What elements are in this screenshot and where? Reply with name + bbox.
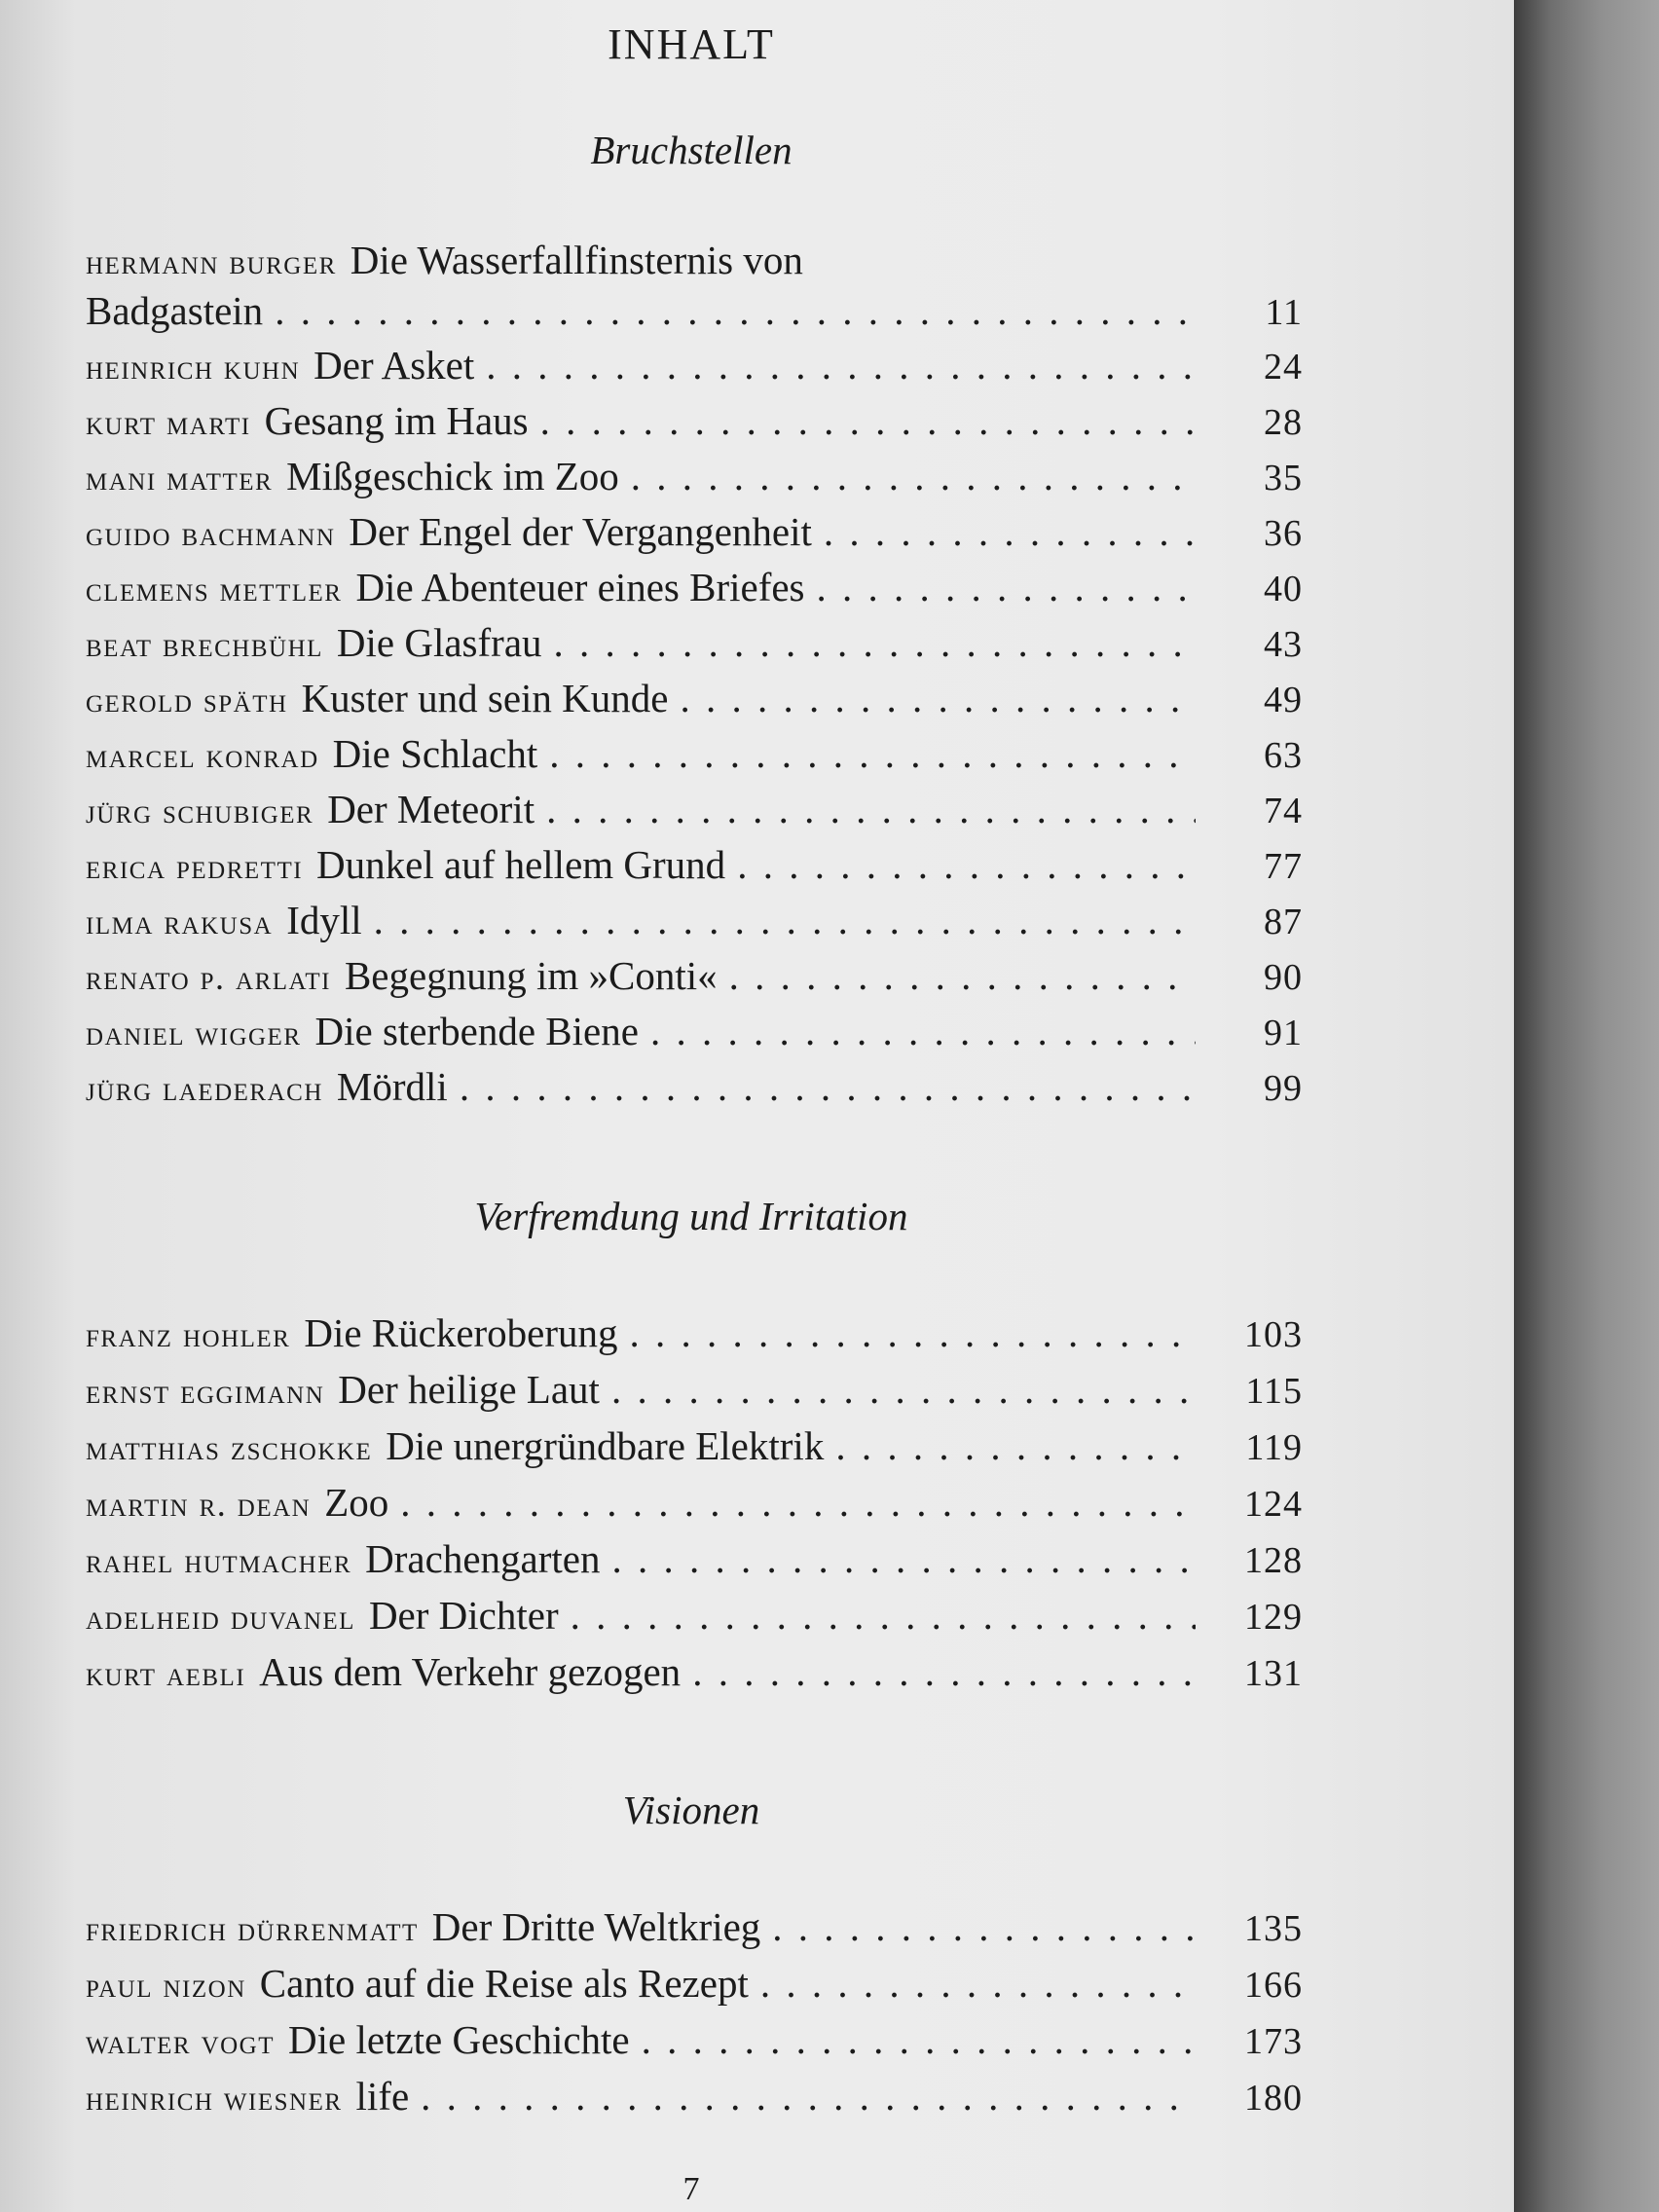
dot-leader [571,1592,1196,1639]
toc-page-number: 119 [1245,1427,1303,1468]
page-title: INHALT [608,20,775,68]
toc-title: Der Dritte Weltkrieg [431,1904,761,1949]
toc-page-number: 115 [1245,1371,1303,1412]
toc-author: heinrich wiesner [86,2079,343,2118]
dot-leader [630,1309,1196,1356]
toc-title: Aus dem Verkehr gezogen [259,1649,682,1694]
toc-page-number: 63 [1264,735,1303,776]
toc-author: kurt marti [86,403,251,442]
section-title-bruchstellen: Bruchstellen [590,128,793,172]
toc-title: Die letzte Geschichte [288,2017,630,2062]
toc-entry [86,619,1303,670]
dot-leader [549,730,1196,777]
toc-author: clemens mettler [86,570,343,608]
toc-author: kurt aebli [86,1654,246,1693]
toc-entry [86,841,1303,892]
toc-page-number: 28 [1264,402,1303,443]
toc-author: marcel konrad [86,736,319,775]
dot-leader [681,675,1197,721]
toc-title: Die Abenteuer eines Briefes [355,565,805,609]
toc-entry [86,1648,1303,1699]
toc-title-continued: Badgastein [86,288,264,333]
toc-author: rahel hutmacher [86,1541,352,1580]
toc-entry [86,453,1303,503]
toc-entry [86,952,1303,1003]
toc-title: Die Rückeroberung [304,1310,618,1355]
book-gutter-shadow [1514,0,1659,2212]
toc-page-number: 166 [1244,1965,1303,2006]
toc-page-number: 87 [1264,902,1303,942]
toc-author: jürg schubiger [86,792,314,830]
toc-entry [86,342,1303,392]
dot-leader [486,342,1196,388]
toc-author: martin r. dean [86,1485,312,1524]
toc-entry [86,675,1303,725]
toc-page-number: 74 [1264,791,1303,831]
toc-page-number: 49 [1264,680,1303,720]
toc-page-number: 43 [1264,624,1303,665]
dot-leader [835,1422,1196,1469]
toc-entry [86,1309,1303,1360]
dot-leader [631,453,1196,499]
toc-entry [86,1063,1303,1114]
section-title-visionen: Visionen [622,1788,760,1832]
toc-page-number: 90 [1264,957,1303,998]
toc-title: Der heilige Laut [338,1367,600,1412]
toc-page-number: 35 [1264,458,1303,498]
toc-title: Die sterbende Biene [314,1009,639,1053]
toc-title: Begegnung im »Conti« [344,953,718,998]
toc-page-number: 99 [1264,1068,1303,1109]
dot-leader [650,1008,1196,1054]
toc-entry [86,2073,1303,2123]
dot-leader [772,1903,1196,1950]
dot-leader [611,1366,1196,1413]
dot-leader [460,1063,1196,1110]
toc-page-number: 24 [1264,347,1303,387]
toc-title: Gesang im Haus [264,398,529,443]
toc-title: Mißgeschick im Zoo [286,454,619,498]
toc-title: life [355,2074,410,2119]
toc-title: Die Glasfrau [336,620,542,665]
dot-leader [275,287,1196,334]
toc-author: friedrich dürrenmatt [86,1909,419,1948]
toc-page-number: 91 [1264,1013,1303,1053]
dot-leader [824,508,1196,555]
dot-leader [400,1479,1196,1526]
toc-page-number: 11 [1265,292,1303,333]
toc-entry [86,897,1303,947]
toc-entry [86,2016,1303,2067]
toc-page-number: 40 [1264,569,1303,609]
toc-title: Zoo [324,1480,389,1525]
toc-title: Dunkel auf hellem Grund [316,842,726,887]
toc-title: Drachengarten [365,1536,601,1581]
toc-entry [86,237,1303,338]
dot-leader [817,564,1196,610]
toc-page-number: 77 [1264,846,1303,887]
toc-page-number: 103 [1244,1314,1303,1355]
dot-leader [374,897,1196,943]
toc-author: adelheid duvanel [86,1598,355,1637]
toc-page-number: 135 [1244,1908,1303,1949]
section-title-verfremdung: Verfremdung und Irritation [474,1194,908,1238]
toc-entry [86,1479,1303,1530]
dot-leader [737,841,1196,888]
toc-entry [86,397,1303,448]
toc-title: Die unergründbare Elektrik [386,1423,825,1468]
toc-title: Canto auf die Reise als Rezept [259,1961,749,2006]
toc-page-number: 131 [1244,1653,1303,1694]
toc-page-number: 124 [1244,1484,1303,1525]
toc-title: Der Asket [313,343,475,387]
toc-author: ernst eggimann [86,1372,325,1411]
toc-author: matthias zschokke [86,1428,373,1467]
toc-entry [86,1535,1303,1586]
toc-author: erica pedretti [86,847,304,886]
dot-leader [540,397,1196,444]
toc-author: franz hohler [86,1315,291,1354]
toc-entry [86,730,1303,781]
toc-entry [86,786,1303,836]
toc-author: hermann burger [86,242,337,281]
toc-title: Die Wasserfallfinsternis von [350,238,803,282]
toc-entry [86,1008,1303,1058]
toc-author: heinrich kuhn [86,348,301,387]
dot-leader [729,952,1196,999]
toc-entry [86,1903,1303,1954]
dot-leader [421,2073,1196,2120]
dot-leader [554,619,1196,666]
toc-entry [86,1960,1303,2010]
dot-leader [642,2016,1196,2063]
toc-title: Die Schlacht [332,731,538,776]
toc-author: walter vogt [86,2022,276,2061]
toc-author: ilma rakusa [86,903,274,941]
toc-author: renato p. arlati [86,958,331,997]
toc-author: daniel wigger [86,1014,302,1052]
toc-page-number: 173 [1244,2021,1303,2062]
toc-page-number: 128 [1244,1540,1303,1581]
toc-author: jürg laederach [86,1069,323,1108]
toc-author: paul nizon [86,1966,246,2005]
dot-leader [760,1960,1196,2007]
dot-leader [611,1535,1196,1582]
toc-title: Der Dichter [368,1593,559,1638]
toc-title: Mördli [336,1064,448,1109]
toc-author: guido bachmann [86,514,336,553]
toc-page-number: 129 [1244,1597,1303,1638]
toc-author: mani matter [86,459,274,498]
toc-entry [86,508,1303,559]
toc-page-number: 180 [1244,2078,1303,2119]
toc-author: beat brechbühl [86,625,323,664]
dot-leader [692,1648,1196,1695]
toc-entry [86,1592,1303,1642]
page-number-footer: 7 [682,2171,700,2207]
toc-author: gerold späth [86,681,288,719]
toc-page-number: 36 [1264,513,1303,554]
toc-title: Kuster und sein Kunde [301,676,669,720]
toc-title: Der Engel der Vergangenheit [349,509,812,554]
toc-title: Idyll [286,898,362,942]
toc-title: Der Meteorit [327,787,535,831]
toc-entry [86,564,1303,614]
toc-entry [86,1422,1303,1473]
toc-entry [86,1366,1303,1417]
dot-leader [546,786,1196,832]
